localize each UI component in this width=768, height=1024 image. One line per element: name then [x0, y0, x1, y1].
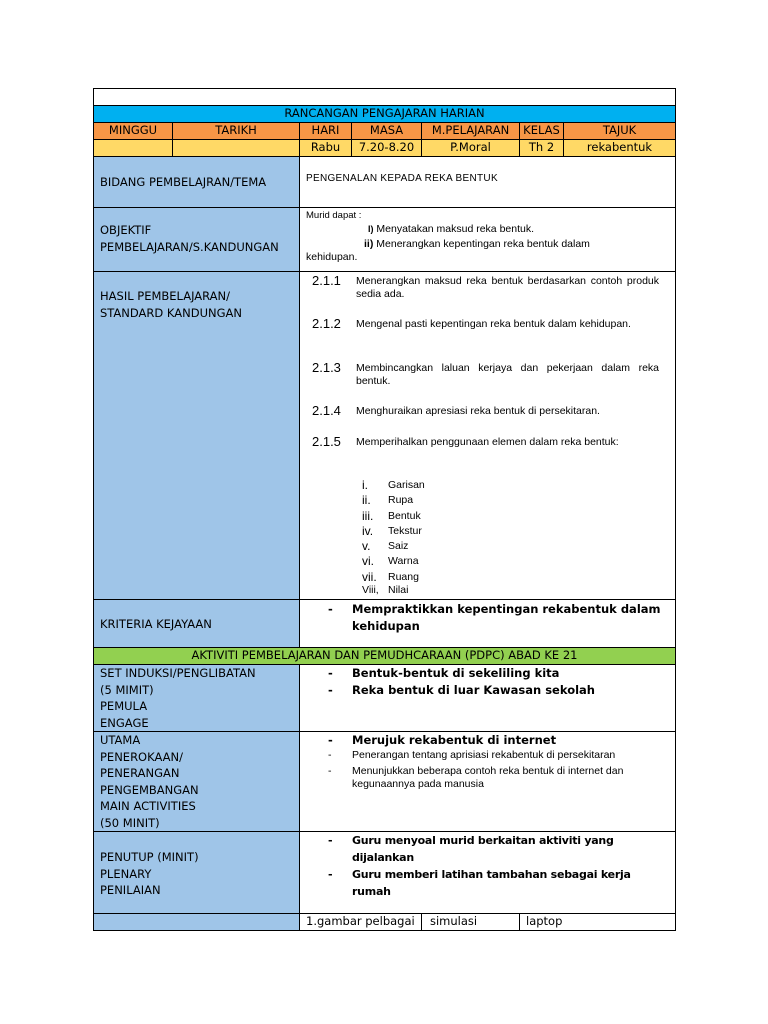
- list-item-text: Merujuk rekabentuk di internet: [352, 733, 557, 747]
- hasil-num: 2.1.1: [312, 273, 341, 288]
- objektif-label-2: PEMBELAJARAN/S.KANDUNGAN: [100, 239, 279, 254]
- set-induksi-label: SET INDUKSI/PENGLIBATAN: [100, 666, 256, 680]
- bbm-label-cell: [94, 914, 300, 931]
- dash-marker: -: [328, 733, 333, 747]
- hasil-label-cell: [94, 272, 300, 600]
- elemen-item: [300, 524, 675, 539]
- col-kelas: KELAS: [520, 123, 564, 140]
- penutup-value-cell: [300, 832, 676, 914]
- bidang-label-cell: [94, 157, 300, 208]
- utama-label: UTAMA: [100, 733, 141, 747]
- hasil-text: Memperihalkan penggunaan elemen dalam reka bentuk:: [356, 436, 619, 448]
- objektif-item-2-num: ii): [364, 238, 374, 250]
- val-mpelajaran: P.Moral: [422, 140, 520, 157]
- objektif-intro: Murid dapat :: [306, 210, 362, 221]
- elemen-text: Bentuk: [388, 509, 421, 522]
- set-induksi-label: PEMULA: [100, 699, 148, 713]
- utama-label-cell: [94, 732, 300, 832]
- val-tarikh: [173, 140, 300, 157]
- dash-marker: -: [328, 666, 333, 680]
- header-values-row: [94, 140, 676, 157]
- elemen-num: i.: [362, 478, 368, 492]
- utama-value-cell: [300, 732, 676, 832]
- hasil-item: [300, 318, 659, 362]
- utama-label: PENGEMBANGAN: [100, 782, 199, 797]
- bidang-value-cell: [300, 157, 676, 208]
- elemen-num: v.: [362, 539, 371, 554]
- kriteria-text-1: Mempraktikkan kepentingan rekabentuk dalam: [352, 602, 661, 616]
- page-title: RANCANGAN PENGAJARAN HARIAN: [94, 106, 676, 123]
- bidang-value: PENGENALAN KEPADA REKA BENTUK: [306, 173, 498, 184]
- utama-label: (50 MINIT): [100, 815, 160, 830]
- objektif-item-2-text: Menerangkan kepentingan reka bentuk dalam: [376, 238, 590, 250]
- elemen-item: [300, 539, 675, 554]
- col-mpelajaran: M.PELAJARAN: [422, 123, 520, 140]
- hasil-text: Menghuraikan apresiasi reka bentuk di persekitaran.: [356, 405, 600, 417]
- hasil-item: [300, 275, 659, 318]
- utama-label: PENEROKAAN/: [100, 749, 183, 764]
- elemen-item: [300, 493, 675, 508]
- elemen-text: Rupa: [388, 494, 414, 507]
- hasil-num: 2.1.2: [312, 316, 341, 331]
- elemen-num: iii.: [362, 508, 374, 523]
- val-kelas: Th 2: [520, 140, 564, 157]
- col-masa: MASA: [352, 123, 422, 140]
- set-induksi-label-cell: [94, 665, 300, 732]
- objektif-wrap: kehidupan.: [306, 251, 358, 263]
- hasil-label-1: HASIL PEMBELAJARAN/: [100, 289, 231, 303]
- lesson-plan: [93, 88, 675, 931]
- dash-marker: -: [328, 602, 333, 616]
- val-tajuk: rekabentuk: [564, 140, 676, 157]
- col-tajuk: TAJUK: [564, 123, 676, 140]
- elemen-num: vii.: [362, 569, 377, 584]
- dash-marker: -: [328, 868, 333, 881]
- val-minggu: [94, 140, 173, 157]
- hasil-label-2: STANDARD KANDUNGAN: [100, 305, 242, 320]
- elemen-text: Nilai: [388, 584, 409, 597]
- hasil-num: 2.1.4: [312, 403, 341, 418]
- dash-marker: -: [328, 683, 333, 697]
- bbm-item: 1.gambar pelbagai: [300, 914, 422, 931]
- dash-marker: -: [328, 749, 332, 761]
- kriteria-text-2: kehidupan: [352, 619, 420, 633]
- blank-top-row: [94, 89, 676, 106]
- hasil-item: [300, 436, 659, 478]
- penutup-label: PENUTUP (MINIT): [100, 850, 199, 864]
- objektif-item-1: [300, 222, 675, 237]
- col-hari: HARI: [300, 123, 352, 140]
- list-item-text: Menunjukkan beberapa contoh reka bentuk di internet dan kegunaannya pada manusia: [352, 765, 624, 790]
- list-item: [300, 866, 667, 900]
- list-item: [300, 665, 667, 682]
- elemen-item: [300, 585, 675, 596]
- penutup-label-cell: [94, 832, 300, 914]
- elemen-text: Tekstur: [388, 524, 422, 537]
- objektif-item-1-num: I): [368, 224, 374, 234]
- utama-label: PENERANGAN: [100, 766, 180, 780]
- lesson-plan-table: [93, 88, 676, 931]
- hasil-text: Mengenal pasti kepentingan reka bentuk dalam kehidupan.: [356, 318, 631, 330]
- set-induksi-label: (5 MIMIT): [100, 682, 154, 697]
- elemen-text: Ruang: [388, 570, 419, 583]
- bbm-item: laptop: [520, 914, 676, 931]
- hasil-text: Membincangkan laluan kerjaya dan pekerjaan dalam reka bentuk.: [356, 362, 660, 387]
- hasil-num: 2.1.5: [312, 434, 341, 449]
- objektif-item-1-text: Menyatakan maksud reka bentuk.: [376, 223, 535, 235]
- dash-marker: -: [328, 834, 333, 847]
- col-tarikh: TARIKH: [173, 123, 300, 140]
- hasil-item: [300, 362, 659, 405]
- list-item-text: Bentuk-bentuk di sekeliling kita: [352, 666, 560, 680]
- elemen-item: [300, 570, 675, 585]
- elemen-text: Garisan: [388, 479, 425, 491]
- penutup-label: PLENARY: [100, 866, 152, 881]
- list-item: [300, 732, 667, 749]
- elemen-item: [300, 554, 675, 569]
- elemen-num: Viii,: [362, 584, 379, 597]
- utama-label: MAIN ACTIVITIES: [100, 799, 196, 813]
- objektif-label-1: OBJEKTIF: [100, 223, 152, 237]
- bbm-item: simulasi: [422, 914, 520, 931]
- list-item-text: Guru menyoal murid berkaitan aktiviti yang dijalankan: [352, 834, 614, 864]
- elemen-list: [300, 478, 675, 596]
- set-induksi-value-cell: [300, 665, 676, 732]
- elemen-num: vi.: [362, 554, 374, 569]
- val-masa: 7.20-8.20: [352, 140, 422, 157]
- hasil-item: [300, 405, 659, 436]
- kriteria-label-cell: [94, 600, 300, 648]
- list-item-text: Penerangan tentang aprisiasi rekabentuk di persekitaran: [352, 749, 616, 761]
- kriteria-label: KRITERIA KEJAYAAN: [100, 617, 212, 631]
- col-minggu: MINGGU: [94, 123, 173, 140]
- list-item-text: Reka bentuk di luar Kawasan sekolah: [352, 683, 595, 697]
- bidang-label: BIDANG PEMBELAJRAN/TEMA: [100, 175, 267, 189]
- list-item: [300, 832, 667, 866]
- elemen-num: iv.: [362, 523, 374, 538]
- objektif-label-cell: [94, 208, 300, 272]
- kriteria-line: [300, 600, 667, 635]
- objektif-value-cell: [300, 208, 676, 272]
- hasil-value-cell: [300, 272, 676, 600]
- penutup-label: PENILAIAN: [100, 883, 161, 897]
- aktiviti-title: AKTIVITI PEMBELAJARAN DAN PEMUDHCARAAN (PDPC) ABAD KE 21: [94, 648, 676, 665]
- header-row: [94, 123, 676, 140]
- list-item-text: Guru memberi latihan tambahan sebagai kerja rumah: [352, 868, 631, 898]
- hasil-num: 2.1.3: [312, 360, 341, 375]
- dash-marker: -: [328, 765, 332, 777]
- elemen-item: [300, 478, 675, 493]
- objektif-item-2: [300, 237, 675, 251]
- elemen-item: [300, 509, 675, 524]
- elemen-text: Warna: [388, 555, 419, 568]
- elemen-text: Saiz: [388, 540, 409, 553]
- list-item: [300, 682, 667, 699]
- list-item: [300, 749, 647, 762]
- kriteria-value-cell: [300, 600, 676, 648]
- list-item: [300, 765, 667, 791]
- set-induksi-label: ENGAGE: [100, 715, 149, 730]
- elemen-num: ii.: [362, 493, 371, 508]
- hasil-text: Menerangkan maksud reka bentuk berdasarkan contoh produk sedia ada.: [356, 275, 660, 300]
- val-hari: Rabu: [300, 140, 352, 157]
